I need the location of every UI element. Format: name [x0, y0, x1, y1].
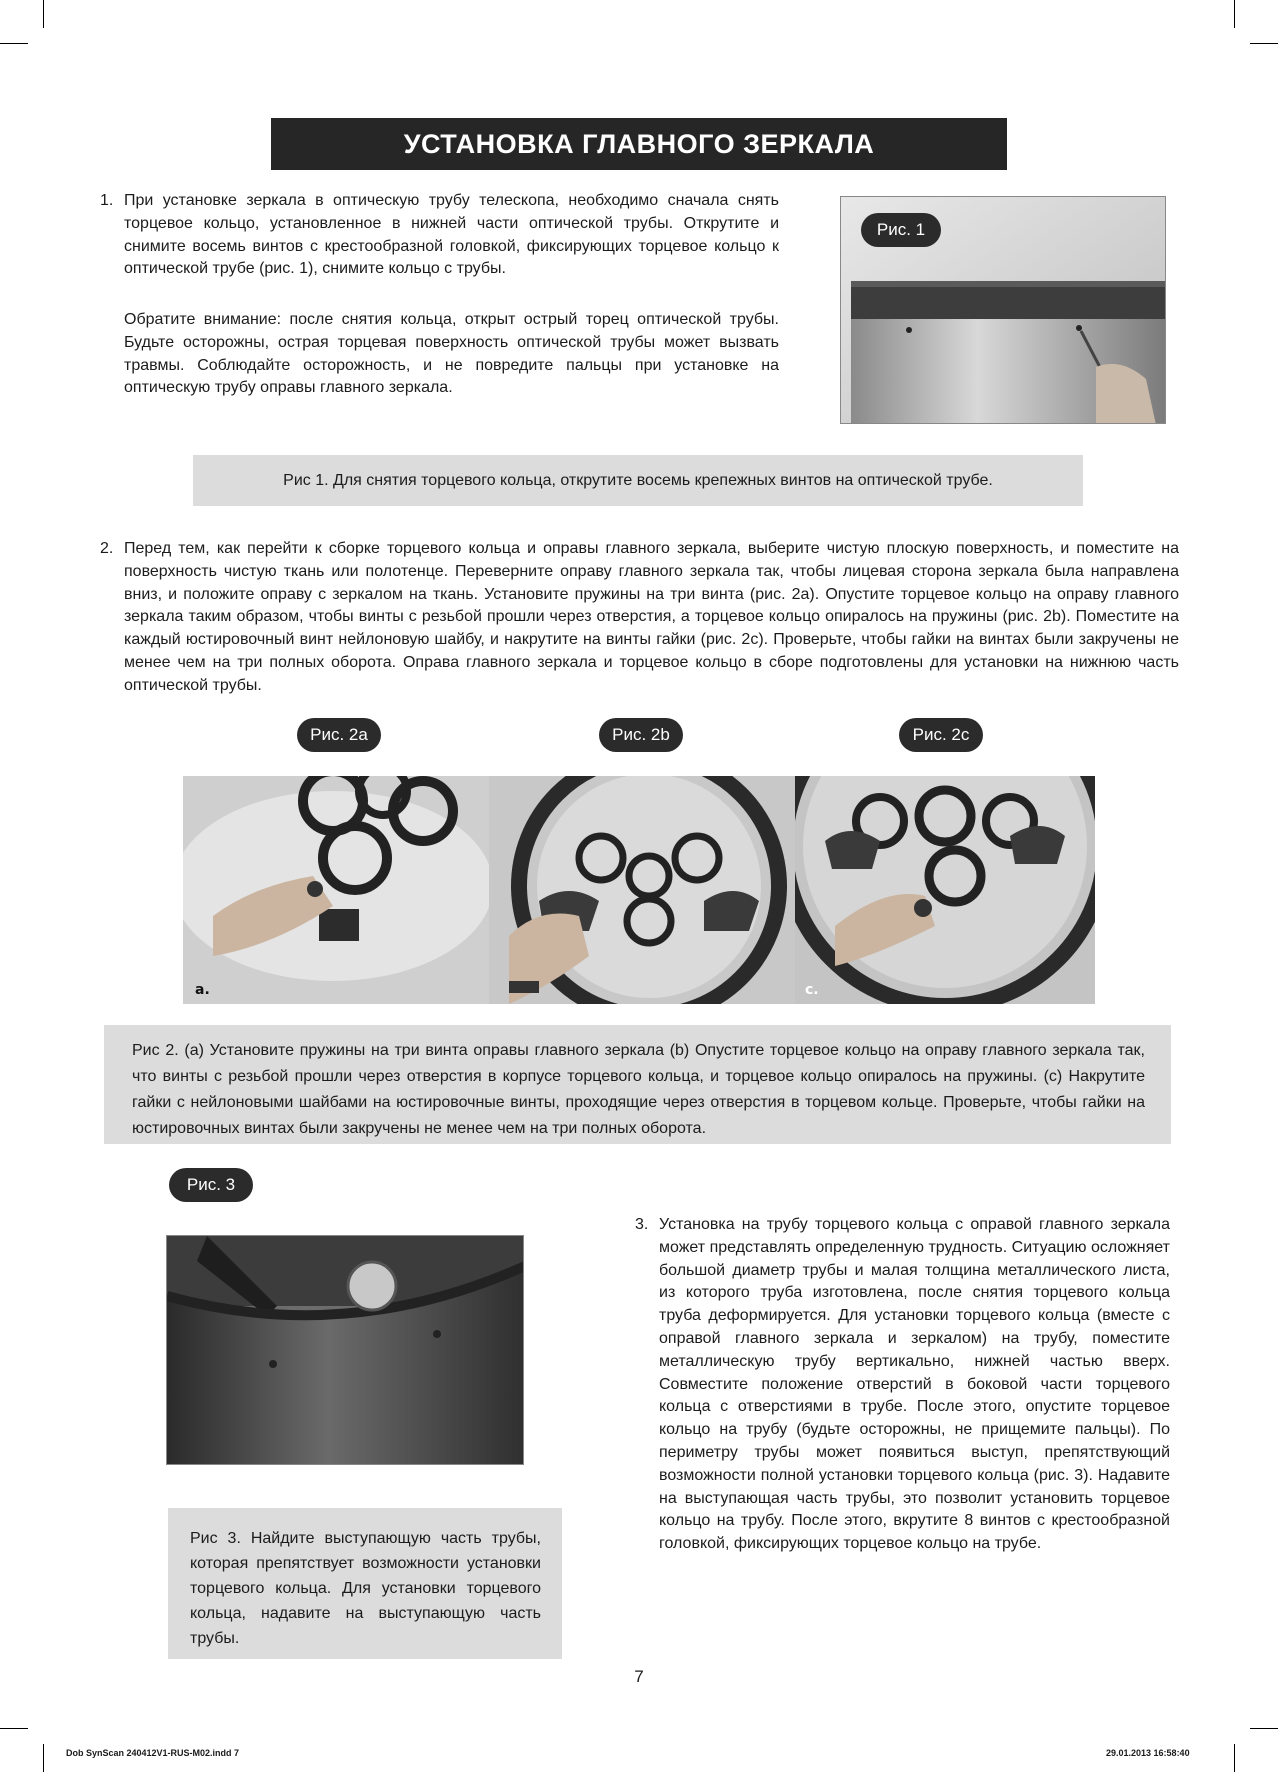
figure-2a-mark: a. [195, 982, 210, 998]
crop-mark [43, 1744, 44, 1772]
step-1-text: При установке зеркала в оптическую трубу телескопа, необходимо сначала снять торцевое кольцо, установленное в нижней части оптической трубы. Открутите и снимите восемь винтов с крестообразной головкой, фиксирующих торцевое кольцо к оптической трубе (рис. 1), снимите кольцо с трубы. [124, 192, 779, 278]
figure-1-label: Рис. 1 [861, 213, 941, 247]
figure-2c-photo [795, 776, 1095, 1004]
figure-2a-photo [183, 776, 489, 1004]
page-title: УСТАНОВКА ГЛАВНОГО ЗЕРКАЛА [271, 118, 1007, 170]
crop-mark [1250, 1728, 1278, 1729]
figure-2a-label: Рис. 2a [297, 718, 381, 752]
figure-3-photo [166, 1235, 524, 1465]
crop-mark [0, 43, 28, 44]
figure-2c-label: Рис. 2c [899, 718, 983, 752]
figure-2b-photo [489, 776, 795, 1004]
step-number: 1. [100, 192, 114, 209]
step-2-text: Перед тем, как перейти к сборке торцевого кольца и оправы главного зеркала, выберите чистую плоскую поверхность, и поместите на поверхность чистую ткань или полотенце. Переверните оправу главного зеркала так, чтобы лицевая сторона зеркала была направлена вниз, и положите оправу с зеркалом на ткань. Установите пружины на три винта (рис. 2а). Опустите торцевое кольцо на оправу главного зеркала таким образом, чтобы винты с резьбой прошли через отверстия, а торцевое кольцо опиралось на пружины (рис. 2b). Поместите на каждый юстировочный винт нейлоновую шайбу, и накрутите на винты гайки (рис. 2с). Проверьте, чтобы гайки на винтах были закручены не менее чем на три полных оборота. Оправа главного зеркала и торцевое кольцо в сборе подготовлены для установки на нижнюю часть оптической трубы. [124, 540, 1179, 694]
figure-3-label: Рис. 3 [169, 1168, 253, 1202]
step-1-note: Обратите внимание: после снятия кольца, открыт острый торец оптической трубы. Будьте осторожны, острая торцевая поверхность оптической трубы может вызвать травмы. Соблюдайте осторожность, и не повредите пальцы при установке на оптическую трубу оправы главного зеркала. [124, 311, 779, 397]
page-number: 7 [634, 1667, 644, 1686]
figure-2-caption: Рис 2. (a) Установите пружины на три винта оправы главного зеркала (b) Опустите торцевое кольцо на оправу главного зеркала так, что винты с резьбой прошли через отверстия в корпусе торцевого кольца, и торцевое кольцо опиралось на пружины. (c) Накрутите гайки с нейлоновыми шайбами на юстировочные винты, проходящие через отверстия в торцевом кольце. Проверьте, чтобы гайки на юстировочных винтах были закручены не менее чем на три полных оборота. [104, 1025, 1171, 1144]
step-1 [100, 190, 779, 281]
step-3 [635, 1214, 1170, 1556]
figure-1-caption: Рис 1. Для снятия торцевого кольца, открутите восемь крепежных винтов на оптической трубе. [193, 455, 1083, 506]
crop-mark [1234, 1744, 1235, 1772]
crop-mark [1250, 43, 1278, 44]
figure-2b-label: Рис. 2b [599, 718, 683, 752]
figure-2c-mark: c. [805, 982, 819, 998]
footer-file-info: Dob SynScan 240412V1-RUS-M02.indd 7 [66, 1748, 240, 1758]
figure-3-caption: Рис 3. Найдите выступающую часть трубы, которая препятствует возможности установки торцевого кольца. Для установки торцевого кольца, надавите на выступающую часть трубы. [168, 1508, 562, 1659]
step-3-text: Установка на трубу торцевого кольца с оправой главного зеркала может представлять определенную трудность. Ситуацию осложняет большой диаметр трубы и малая толщина металлического листа, из которого труба изготовлена, после снятия торцевого кольца труба деформируется. Для установки торцевого кольца (вместе с оправой главного зеркала и зеркалом) на трубу, поместите металлическую трубу вертикально, нижней частью вверх. Совместите положение отверстий в боковой части торцевого кольца с отверстиями в трубе. После этого, опустите торцевое кольцо на трубу (будьте осторожны, не прищемите пальцы). По периметру трубы может появиться выступ, препятствующий возможности полной установки торцевого кольца (рис. 3). Надавите на выступающая часть трубы, это позволит установить торцевое кольцо на трубу. После этого, вкрутите 8 винтов с крестообразной головкой, фиксирующих торцевое кольцо на трубе. [659, 1216, 1170, 1553]
crop-mark [0, 1728, 28, 1729]
step-number: 2. [100, 540, 114, 557]
step-number: 3. [635, 1216, 649, 1233]
crop-mark [1234, 0, 1235, 28]
step-2 [100, 538, 1179, 698]
crop-mark [43, 0, 44, 28]
footer-timestamp: 29.01.2013 16:58:40 [1106, 1748, 1190, 1758]
